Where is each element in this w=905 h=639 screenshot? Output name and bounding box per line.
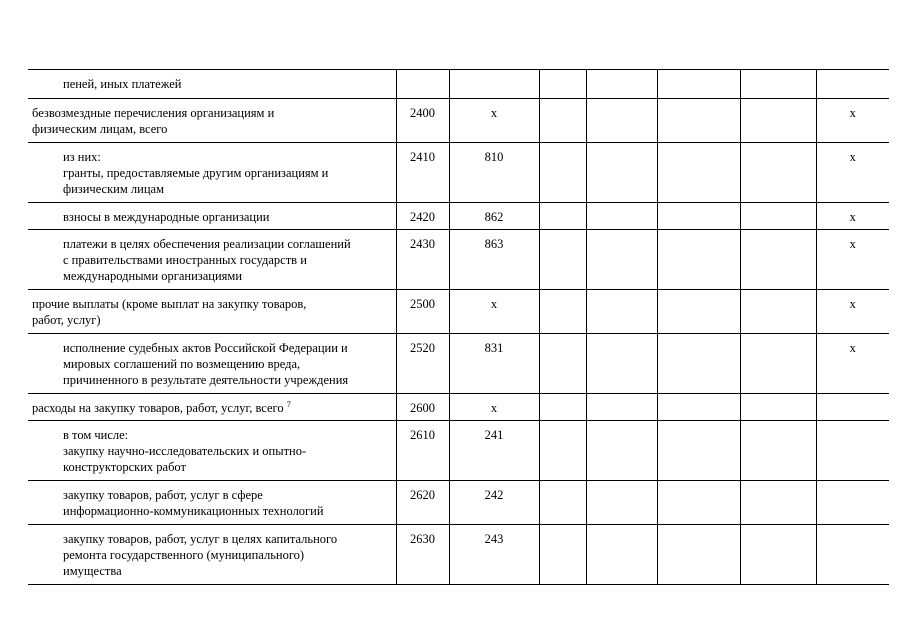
table-row <box>28 143 889 203</box>
description-line: гранты, предоставляемые другим организациям и <box>63 166 329 180</box>
value-cell-7 <box>740 334 816 394</box>
description-line: платежи в целях обеспечения реализации соглашений <box>63 237 351 251</box>
row-description <box>28 394 396 421</box>
value-cell-5 <box>586 525 657 585</box>
value-cell-7 <box>740 70 816 99</box>
value-cell-4 <box>539 290 586 334</box>
value-cell-5 <box>586 334 657 394</box>
value-cell-5 <box>586 99 657 143</box>
value-cell-7 <box>740 230 816 290</box>
value-cell-6 <box>657 525 740 585</box>
value-cell-4 <box>539 230 586 290</box>
table-row <box>28 70 889 99</box>
value-cell-8 <box>816 394 889 421</box>
value-cell-6 <box>657 70 740 99</box>
value-cell-4 <box>539 99 586 143</box>
row-description <box>28 230 396 290</box>
value-cell-5 <box>586 394 657 421</box>
table-row <box>28 99 889 143</box>
value-cell-4 <box>539 70 586 99</box>
value-cell-4 <box>539 394 586 421</box>
value-cell-7 <box>740 99 816 143</box>
value-cell-6 <box>657 230 740 290</box>
kbk-code-cell <box>449 70 539 99</box>
value-cell-6 <box>657 203 740 230</box>
value-cell-6 <box>657 334 740 394</box>
table-row <box>28 394 889 421</box>
kbk-code-cell: 862 <box>449 203 539 230</box>
value-cell-5 <box>586 70 657 99</box>
value-cell-4 <box>539 203 586 230</box>
row-code-cell <box>396 70 449 99</box>
value-cell-8 <box>816 421 889 481</box>
value-cell-8: x <box>816 203 889 230</box>
row-description <box>28 99 396 143</box>
row-code-cell: 2630 <box>396 525 449 585</box>
row-description <box>28 525 396 585</box>
description-line: расходы на закупку товаров, работ, услуг, всего <box>32 401 284 415</box>
description-line: закупку научно-исследовательских и опытно- <box>63 444 307 458</box>
value-cell-6 <box>657 99 740 143</box>
row-code-cell: 2520 <box>396 334 449 394</box>
table-row <box>28 481 889 525</box>
value-cell-7 <box>740 525 816 585</box>
row-description <box>28 334 396 394</box>
row-code-cell: 2600 <box>396 394 449 421</box>
value-cell-7 <box>740 421 816 481</box>
value-cell-5 <box>586 290 657 334</box>
value-cell-7 <box>740 203 816 230</box>
value-cell-7 <box>740 143 816 203</box>
description-line-wrap <box>32 400 392 416</box>
description-line: международными организациями <box>63 269 243 283</box>
row-code-cell: 2420 <box>396 203 449 230</box>
value-cell-5 <box>586 421 657 481</box>
kbk-code-cell: 831 <box>449 334 539 394</box>
row-description <box>28 70 396 99</box>
value-cell-5 <box>586 481 657 525</box>
row-code-cell: 2400 <box>396 99 449 143</box>
value-cell-4 <box>539 481 586 525</box>
row-description <box>28 290 396 334</box>
value-cell-8: x <box>816 290 889 334</box>
description-line: взносы в международные организации <box>63 210 270 224</box>
description-line: конструкторских работ <box>63 460 186 474</box>
table-row <box>28 203 889 230</box>
value-cell-6 <box>657 143 740 203</box>
value-cell-8: x <box>816 334 889 394</box>
description-line: безвозмездные перечисления организациям и <box>32 106 275 120</box>
value-cell-8: x <box>816 143 889 203</box>
value-cell-4 <box>539 143 586 203</box>
kbk-code-cell: x <box>449 394 539 421</box>
kbk-code-cell: 810 <box>449 143 539 203</box>
value-cell-4 <box>539 421 586 481</box>
value-cell-7 <box>740 481 816 525</box>
table-row <box>28 334 889 394</box>
kbk-code-cell: x <box>449 99 539 143</box>
table-row <box>28 230 889 290</box>
value-cell-8 <box>816 481 889 525</box>
description-line: ремонта государственного (муниципального) <box>63 548 305 562</box>
row-code-cell: 2500 <box>396 290 449 334</box>
value-cell-6 <box>657 481 740 525</box>
description-line: закупку товаров, работ, услуг в целях капитального <box>63 532 338 546</box>
value-cell-8 <box>816 70 889 99</box>
row-code-cell: 2430 <box>396 230 449 290</box>
row-description <box>28 481 396 525</box>
description-line: прочие выплаты (кроме выплат на закупку товаров, <box>32 297 307 311</box>
financial-table <box>28 69 889 585</box>
value-cell-6 <box>657 394 740 421</box>
table-row <box>28 421 889 481</box>
description-line: пеней, иных платежей <box>63 77 182 91</box>
row-description <box>28 143 396 203</box>
kbk-code-cell: 242 <box>449 481 539 525</box>
description-line: физическим лицам, всего <box>32 122 168 136</box>
description-line: в том числе: <box>63 428 129 442</box>
value-cell-7 <box>740 394 816 421</box>
row-code-cell: 2620 <box>396 481 449 525</box>
row-code-cell: 2410 <box>396 143 449 203</box>
table-row <box>28 525 889 585</box>
value-cell-8 <box>816 525 889 585</box>
footnote-marker: 7 <box>286 400 291 409</box>
row-code-cell: 2610 <box>396 421 449 481</box>
value-cell-4 <box>539 334 586 394</box>
kbk-code-cell: 241 <box>449 421 539 481</box>
value-cell-4 <box>539 525 586 585</box>
value-cell-5 <box>586 203 657 230</box>
description-line: физическим лицам <box>63 182 164 196</box>
value-cell-8: x <box>816 230 889 290</box>
value-cell-5 <box>586 143 657 203</box>
description-line: с правительствами иностранных государств и <box>63 253 307 267</box>
description-line: закупку товаров, работ, услуг в сфере <box>63 488 263 502</box>
value-cell-8: x <box>816 99 889 143</box>
value-cell-5 <box>586 230 657 290</box>
row-description <box>28 203 396 230</box>
table-row <box>28 290 889 334</box>
value-cell-6 <box>657 421 740 481</box>
kbk-code-cell: x <box>449 290 539 334</box>
row-description <box>28 421 396 481</box>
table-body <box>28 70 889 585</box>
description-line: из них: <box>63 150 101 164</box>
description-line: мировых соглашений по возмещению вреда, <box>63 357 301 371</box>
kbk-code-cell: 243 <box>449 525 539 585</box>
value-cell-7 <box>740 290 816 334</box>
description-line: информационно-коммуникационных технологий <box>63 504 324 518</box>
description-line: причиненного в результате деятельности учреждения <box>63 373 349 387</box>
value-cell-6 <box>657 290 740 334</box>
description-line: исполнение судебных актов Российской Федерации и <box>63 341 348 355</box>
description-line: имущества <box>63 564 122 578</box>
description-line: работ, услуг) <box>32 313 101 327</box>
kbk-code-cell: 863 <box>449 230 539 290</box>
